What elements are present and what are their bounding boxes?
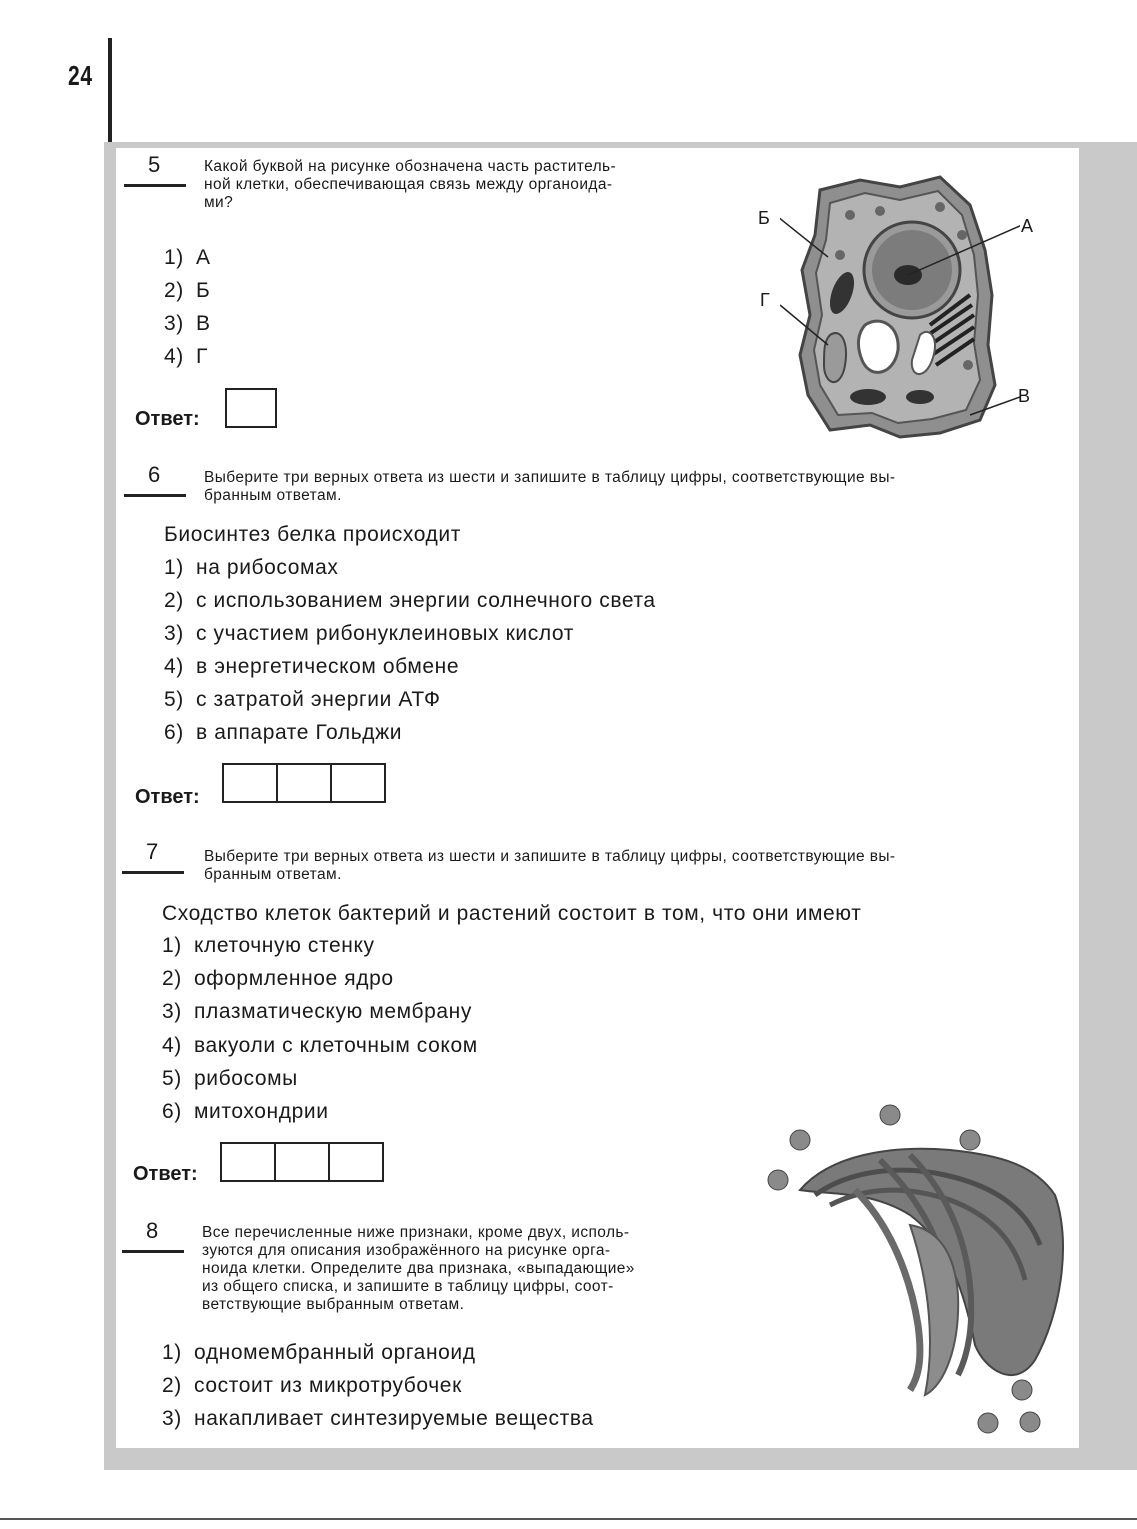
page-number: 24 [68,60,93,91]
option-1[interactable]: 1) одномембранный органоид [162,1341,476,1364]
bottom-rule [0,1518,1137,1520]
option-6[interactable]: 6) митохондрии [162,1100,329,1123]
task-stem: Сходство клеток бактерий и растений состоит в том, что они имеют [162,902,862,925]
task-number: 5 [148,152,161,177]
figure-label-b: Б [758,208,770,228]
option-5[interactable]: 5) с затратой энергии АТФ [164,688,441,711]
answer-cell[interactable] [220,1142,276,1182]
option-3[interactable]: 3) В [164,312,211,335]
option-4[interactable]: 4) в энергетическом обмене [164,655,460,678]
task-instruction: Выберите три верных ответа из шести и запишите в таблицу цифры, соответствующие вы- бранным ответам. [204,848,896,883]
task-number: 7 [146,839,159,864]
figure-label-g: Г [760,290,770,310]
option-1[interactable]: 1) на рибосомах [164,556,339,579]
task-number-underline [122,871,184,874]
task-number: 8 [146,1218,159,1243]
task-number-underline [122,1250,184,1253]
option-2[interactable]: 2) состоит из микротрубочек [162,1374,462,1397]
task-number-underline [124,184,186,187]
option-2[interactable]: 2) с использованием энергии солнечного света [164,589,656,612]
answer-box[interactable] [225,388,277,428]
option-6[interactable]: 6) в аппарате Гольджи [164,721,403,744]
option-3[interactable]: 3) накапливает синтезируемые вещества [162,1407,594,1430]
answer-cell[interactable] [274,1142,330,1182]
golgi-apparatus-figure [760,1095,1080,1440]
plant-cell-figure [780,175,1020,445]
answer-label: Ответ: [133,1163,198,1185]
task-instruction: Все перечисленные ниже признаки, кроме двух, исполь- зуются для описания изображённого на рисунке орга- ноида клетки. Определите два признака, «выпадающие» из общего списка, и запишите в таблицу цифры, соот- ветствующие выбранным ответам. [202,1224,635,1313]
answer-cell[interactable] [328,1142,384,1182]
answer-label: Ответ: [135,786,200,808]
answer-cell[interactable] [225,388,277,428]
option-1[interactable]: 1) клеточную стенку [162,934,375,957]
task-instruction: Выберите три верных ответа из шести и запишите в таблицу цифры, соответствующие вы- бранным ответам. [204,469,896,504]
figure-label-a: А [1021,216,1034,236]
task-number-underline [124,494,186,497]
answer-cell[interactable] [222,763,278,803]
option-4[interactable]: 4) Г [164,345,208,368]
task-stem: Биосинтез белка происходит [164,523,461,546]
option-2[interactable]: 2) оформленное ядро [162,967,394,990]
answer-table[interactable] [222,763,386,803]
option-1[interactable]: 1) А [164,246,211,269]
answer-cell[interactable] [330,763,386,803]
answer-table[interactable] [220,1142,384,1182]
answer-label: Ответ: [135,408,200,430]
task-question: Какой буквой на рисунке обозначена часть раститель- ной клетки, обеспечивающая связь между органоида- ми? [204,158,617,211]
option-3[interactable]: 3) плазматическую мембрану [162,1000,472,1023]
task-number: 6 [148,462,161,487]
figure-label-v: В [1018,386,1031,406]
option-5[interactable]: 5) рибосомы [162,1067,298,1090]
answer-cell[interactable] [276,763,332,803]
option-2[interactable]: 2) Б [164,279,211,302]
option-3[interactable]: 3) с участием рибонуклеиновых кислот [164,622,574,645]
option-4[interactable]: 4) вакуоли с клеточным соком [162,1034,478,1057]
margin-rule [108,38,112,142]
